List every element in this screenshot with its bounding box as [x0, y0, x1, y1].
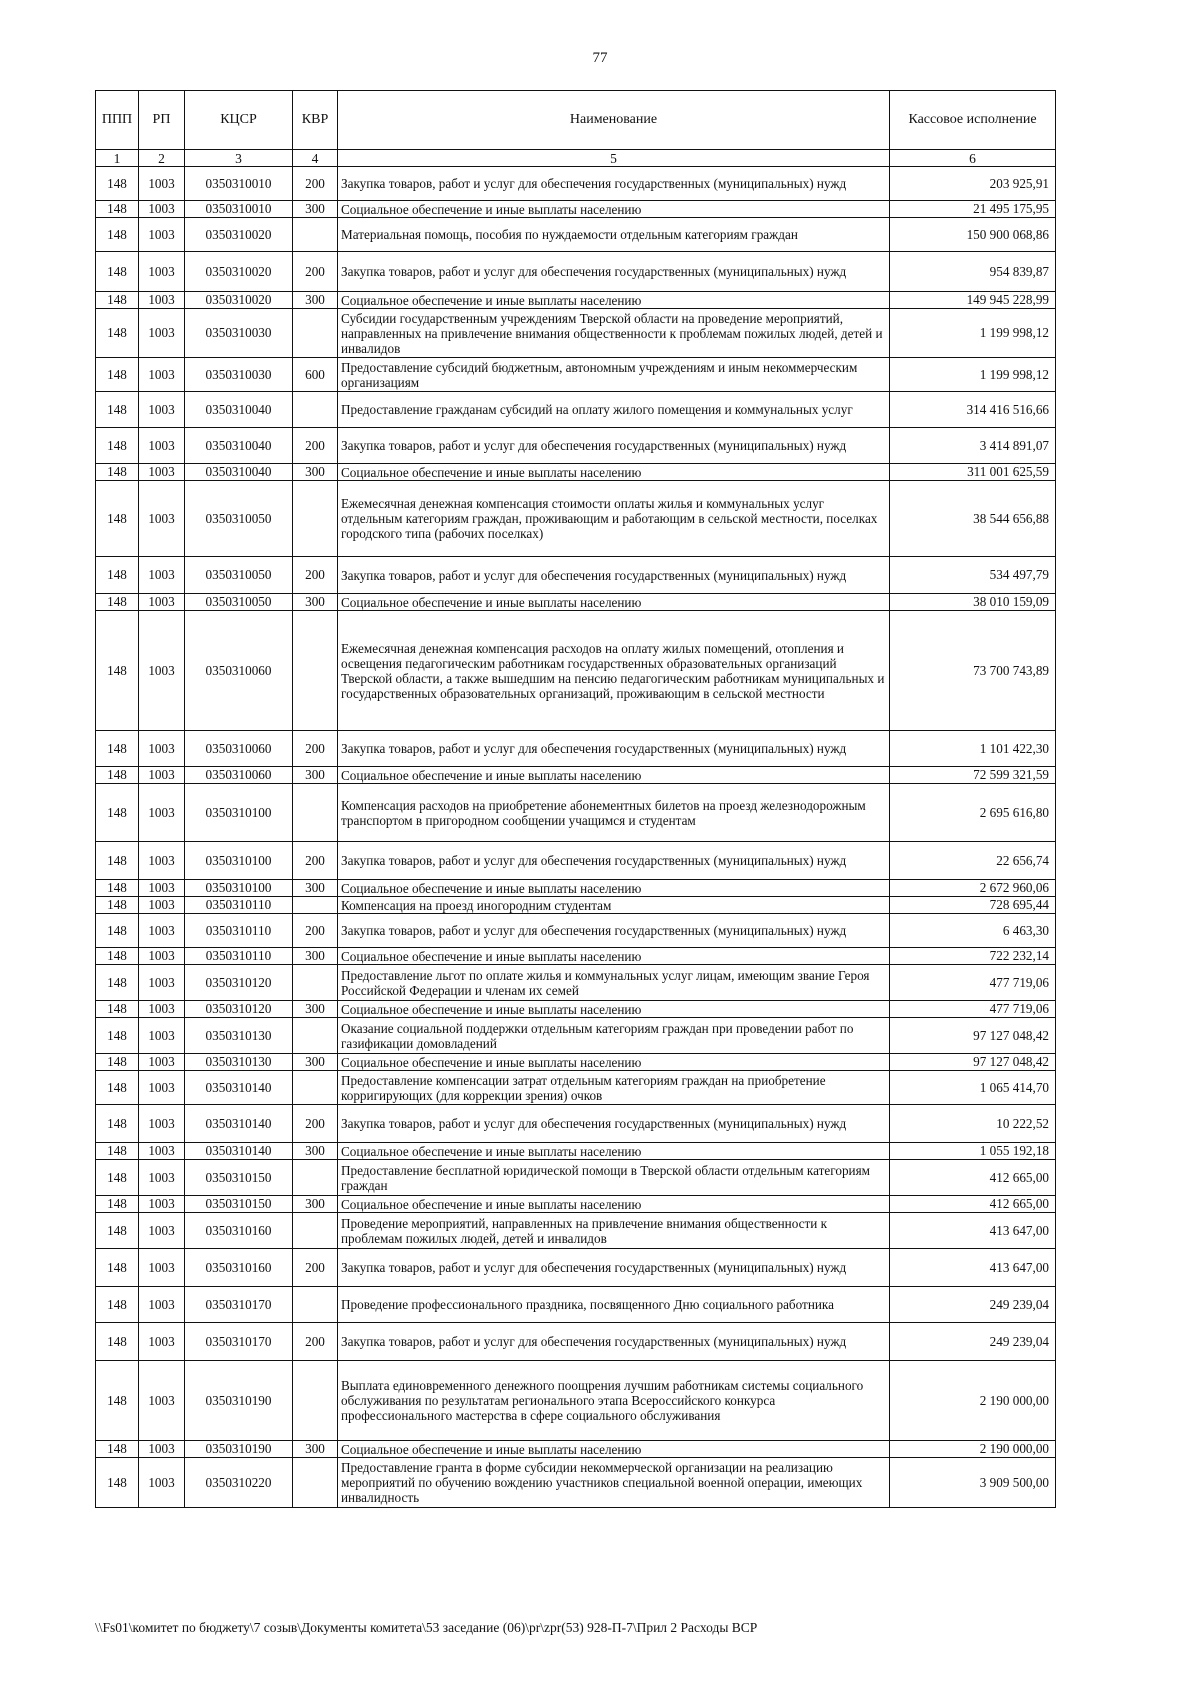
- cell-amount: 728 695,44: [890, 897, 1056, 914]
- header-kvr: КВР: [293, 91, 338, 150]
- cell-kvr: 300: [293, 1196, 338, 1213]
- cell-amount: 21 495 175,95: [890, 201, 1056, 218]
- cell-rp: 1003: [139, 914, 185, 948]
- cell-kcsr: 0350310040: [185, 392, 293, 428]
- cell-amount: 311 001 625,59: [890, 464, 1056, 481]
- table-body: [96, 167, 1056, 1508]
- table-row: [96, 897, 1056, 914]
- cell-ppp: 148: [96, 481, 139, 557]
- cell-kcsr: 0350310010: [185, 201, 293, 218]
- cell-ppp: 148: [96, 1249, 139, 1287]
- cell-rp: 1003: [139, 1249, 185, 1287]
- cell-rp: 1003: [139, 218, 185, 252]
- cell-ppp: 148: [96, 292, 139, 309]
- cell-kcsr: 0350310020: [185, 218, 293, 252]
- cell-name: Материальная помощь, пособия по нуждаемости отдельным категориям граждан: [338, 218, 890, 252]
- cell-ppp: 148: [96, 1160, 139, 1196]
- header-amount: Кассовое исполнение: [890, 91, 1056, 150]
- table-row: [96, 948, 1056, 965]
- cell-rp: 1003: [139, 201, 185, 218]
- cell-name: Предоставление гранта в форме субсидии некоммерческой организации на реализацию мероприятий по обучению вождению участников специальной военной операции, имеющих инвалидность: [338, 1458, 890, 1508]
- cell-kcsr: 0350310110: [185, 948, 293, 965]
- cell-rp: 1003: [139, 965, 185, 1001]
- cell-kcsr: 0350310040: [185, 464, 293, 481]
- cell-kcsr: 0350310190: [185, 1441, 293, 1458]
- table-row: [96, 1001, 1056, 1018]
- cell-name: Предоставление льгот по оплате жилья и коммунальных услуг лицам, имеющим звание Героя Российской Федерации и членам их семей: [338, 965, 890, 1001]
- cell-kvr: [293, 1213, 338, 1249]
- cell-name: Закупка товаров, работ и услуг для обеспечения государственных (муниципальных) нужд: [338, 1323, 890, 1361]
- cell-amount: 2 672 960,06: [890, 880, 1056, 897]
- cell-amount: 22 656,74: [890, 842, 1056, 880]
- cell-kcsr: 0350310140: [185, 1071, 293, 1105]
- cell-name: Предоставление бесплатной юридической помощи в Тверской области отдельным категориям граждан: [338, 1160, 890, 1196]
- cell-rp: 1003: [139, 1160, 185, 1196]
- cell-ppp: 148: [96, 1361, 139, 1441]
- cell-ppp: 148: [96, 965, 139, 1001]
- cell-kcsr: 0350310100: [185, 880, 293, 897]
- table-row: [96, 1458, 1056, 1508]
- cell-ppp: 148: [96, 1196, 139, 1213]
- cell-name: Предоставление гражданам субсидий на оплату жилого помещения и коммунальных услуг: [338, 392, 890, 428]
- cell-kvr: 300: [293, 1054, 338, 1071]
- cell-amount: 1 101 422,30: [890, 731, 1056, 767]
- cell-kcsr: 0350310060: [185, 767, 293, 784]
- cell-name: Социальное обеспечение и иные выплаты населению: [338, 464, 890, 481]
- cell-amount: 1 199 998,12: [890, 358, 1056, 392]
- cell-kvr: 300: [293, 464, 338, 481]
- cell-rp: 1003: [139, 1287, 185, 1323]
- cell-kcsr: 0350310150: [185, 1196, 293, 1213]
- cell-ppp: 148: [96, 1287, 139, 1323]
- cell-ppp: 148: [96, 1441, 139, 1458]
- cell-ppp: 148: [96, 880, 139, 897]
- cell-rp: 1003: [139, 1196, 185, 1213]
- cell-name: Социальное обеспечение и иные выплаты населению: [338, 594, 890, 611]
- cell-rp: 1003: [139, 358, 185, 392]
- cell-kcsr: 0350310170: [185, 1323, 293, 1361]
- cell-kvr: [293, 392, 338, 428]
- table-row: [96, 428, 1056, 464]
- cell-name: Закупка товаров, работ и услуг для обеспечения государственных (муниципальных) нужд: [338, 731, 890, 767]
- cell-kvr: [293, 1071, 338, 1105]
- cell-name: Проведение мероприятий, направленных на привлечение внимания общественности к проблемам пожилых людей, детей и инвалидов: [338, 1213, 890, 1249]
- cell-name: Социальное обеспечение и иные выплаты населению: [338, 767, 890, 784]
- cell-kvr: 300: [293, 767, 338, 784]
- table-row: [96, 309, 1056, 358]
- header-kcsr: КЦСР: [185, 91, 293, 150]
- cell-rp: 1003: [139, 1458, 185, 1508]
- table-row: [96, 1160, 1056, 1196]
- table-row: [96, 767, 1056, 784]
- cell-kcsr: 0350310060: [185, 731, 293, 767]
- cell-name: Социальное обеспечение и иные выплаты населению: [338, 1054, 890, 1071]
- cell-name: Закупка товаров, работ и услуг для обеспечения государственных (муниципальных) нужд: [338, 557, 890, 594]
- cell-amount: 954 839,87: [890, 252, 1056, 292]
- column-number: 4: [293, 150, 338, 167]
- cell-amount: 1 055 192,18: [890, 1143, 1056, 1160]
- cell-kcsr: 0350310140: [185, 1105, 293, 1143]
- cell-amount: 412 665,00: [890, 1160, 1056, 1196]
- cell-kvr: 300: [293, 880, 338, 897]
- cell-rp: 1003: [139, 731, 185, 767]
- cell-rp: 1003: [139, 948, 185, 965]
- table-row: [96, 1196, 1056, 1213]
- cell-kcsr: 0350310120: [185, 965, 293, 1001]
- cell-ppp: 148: [96, 1018, 139, 1054]
- cell-rp: 1003: [139, 784, 185, 842]
- cell-amount: 412 665,00: [890, 1196, 1056, 1213]
- cell-ppp: 148: [96, 1213, 139, 1249]
- cell-kcsr: 0350310150: [185, 1160, 293, 1196]
- cell-amount: 6 463,30: [890, 914, 1056, 948]
- cell-rp: 1003: [139, 464, 185, 481]
- cell-kvr: [293, 309, 338, 358]
- cell-ppp: 148: [96, 1105, 139, 1143]
- cell-rp: 1003: [139, 897, 185, 914]
- cell-ppp: 148: [96, 731, 139, 767]
- table-row: [96, 1361, 1056, 1441]
- cell-kcsr: 0350310020: [185, 292, 293, 309]
- cell-ppp: 148: [96, 1071, 139, 1105]
- cell-amount: 10 222,52: [890, 1105, 1056, 1143]
- cell-rp: 1003: [139, 611, 185, 731]
- table-row: [96, 1054, 1056, 1071]
- cell-rp: 1003: [139, 1001, 185, 1018]
- cell-ppp: 148: [96, 611, 139, 731]
- cell-name: Субсидии государственным учреждениям Тверской области на проведение мероприятий, направленных на привлечение внимания общественности к проблемам пожилых людей, детей и инвалидов: [338, 309, 890, 358]
- cell-kcsr: 0350310110: [185, 897, 293, 914]
- cell-amount: 38 010 159,09: [890, 594, 1056, 611]
- cell-name: Социальное обеспечение и иные выплаты населению: [338, 1001, 890, 1018]
- cell-rp: 1003: [139, 880, 185, 897]
- cell-ppp: 148: [96, 557, 139, 594]
- cell-kcsr: 0350310110: [185, 914, 293, 948]
- cell-ppp: 148: [96, 1323, 139, 1361]
- cell-ppp: 148: [96, 948, 139, 965]
- cell-rp: 1003: [139, 1071, 185, 1105]
- table-row: [96, 914, 1056, 948]
- cell-kvr: 300: [293, 1143, 338, 1160]
- cell-kvr: [293, 897, 338, 914]
- cell-kvr: [293, 481, 338, 557]
- cell-amount: 1 199 998,12: [890, 309, 1056, 358]
- cell-name: Закупка товаров, работ и услуг для обеспечения государственных (муниципальных) нужд: [338, 1105, 890, 1143]
- cell-kcsr: 0350310030: [185, 358, 293, 392]
- cell-kvr: [293, 1287, 338, 1323]
- cell-amount: 413 647,00: [890, 1249, 1056, 1287]
- cell-amount: 72 599 321,59: [890, 767, 1056, 784]
- table-row: [96, 167, 1056, 201]
- cell-amount: 150 900 068,86: [890, 218, 1056, 252]
- cell-ppp: 148: [96, 1458, 139, 1508]
- cell-kvr: 200: [293, 1249, 338, 1287]
- table-row: [96, 481, 1056, 557]
- cell-ppp: 148: [96, 309, 139, 358]
- cell-name: Закупка товаров, работ и услуг для обеспечения государственных (муниципальных) нужд: [338, 1249, 890, 1287]
- page-number: 77: [592, 50, 608, 66]
- cell-name: Компенсация расходов на приобретение абонементных билетов на проезд железнодорожным транспортом в пригородном сообщении учащимся и студентам: [338, 784, 890, 842]
- cell-rp: 1003: [139, 252, 185, 292]
- cell-kcsr: 0350310050: [185, 481, 293, 557]
- cell-kvr: [293, 1458, 338, 1508]
- cell-rp: 1003: [139, 1213, 185, 1249]
- cell-name: Ежемесячная денежная компенсация расходов на оплату жилых помещений, отопления и освещения педагогическим работникам государственных образовательных организаций Тверской области, а также вышедшим на пенсию педагогическим работникам муниципальных и государственных образовательных организаций, проживающим в сельской местности: [338, 611, 890, 731]
- table-row: [96, 557, 1056, 594]
- cell-name: Социальное обеспечение и иные выплаты населению: [338, 292, 890, 309]
- cell-kvr: 200: [293, 1323, 338, 1361]
- header-rp: РП: [139, 91, 185, 150]
- cell-amount: 249 239,04: [890, 1323, 1056, 1361]
- cell-amount: 97 127 048,42: [890, 1018, 1056, 1054]
- cell-kvr: 200: [293, 914, 338, 948]
- cell-name: Закупка товаров, работ и услуг для обеспечения государственных (муниципальных) нужд: [338, 842, 890, 880]
- cell-ppp: 148: [96, 914, 139, 948]
- cell-amount: 73 700 743,89: [890, 611, 1056, 731]
- cell-kcsr: 0350310040: [185, 428, 293, 464]
- table-row: [96, 842, 1056, 880]
- cell-rp: 1003: [139, 1054, 185, 1071]
- table-row: [96, 1249, 1056, 1287]
- cell-kcsr: 0350310130: [185, 1054, 293, 1071]
- column-number: 6: [890, 150, 1056, 167]
- cell-ppp: 148: [96, 358, 139, 392]
- cell-kcsr: 0350310220: [185, 1458, 293, 1508]
- cell-name: Закупка товаров, работ и услуг для обеспечения государственных (муниципальных) нужд: [338, 428, 890, 464]
- column-number-row: [96, 150, 1056, 167]
- cell-kvr: [293, 1018, 338, 1054]
- table-row: [96, 392, 1056, 428]
- cell-kvr: 200: [293, 731, 338, 767]
- cell-kvr: 200: [293, 428, 338, 464]
- table-row: [96, 1018, 1056, 1054]
- cell-amount: 249 239,04: [890, 1287, 1056, 1323]
- cell-kvr: 300: [293, 948, 338, 965]
- cell-amount: 97 127 048,42: [890, 1054, 1056, 1071]
- cell-amount: 722 232,14: [890, 948, 1056, 965]
- cell-rp: 1003: [139, 1105, 185, 1143]
- cell-kcsr: 0350310030: [185, 309, 293, 358]
- cell-rp: 1003: [139, 1018, 185, 1054]
- cell-amount: 149 945 228,99: [890, 292, 1056, 309]
- cell-kvr: 600: [293, 358, 338, 392]
- cell-ppp: 148: [96, 252, 139, 292]
- cell-kvr: 300: [293, 594, 338, 611]
- table-row: [96, 731, 1056, 767]
- cell-amount: 477 719,06: [890, 1001, 1056, 1018]
- cell-kcsr: 0350310050: [185, 557, 293, 594]
- table-row: [96, 1441, 1056, 1458]
- cell-name: Предоставление компенсации затрат отдельным категориям граждан на приобретение корригирующих (для коррекции зрения) очков: [338, 1071, 890, 1105]
- cell-rp: 1003: [139, 1441, 185, 1458]
- table-row: [96, 965, 1056, 1001]
- table-row: [96, 1323, 1056, 1361]
- cell-kvr: 300: [293, 1001, 338, 1018]
- cell-kvr: 300: [293, 1441, 338, 1458]
- cell-rp: 1003: [139, 428, 185, 464]
- budget-table: [95, 90, 1056, 1508]
- header-row: [96, 91, 1056, 150]
- cell-kcsr: 0350310160: [185, 1249, 293, 1287]
- cell-name: Социальное обеспечение и иные выплаты населению: [338, 880, 890, 897]
- cell-name: Оказание социальной поддержки отдельным категориям граждан при проведении работ по газификации домовладений: [338, 1018, 890, 1054]
- cell-amount: 38 544 656,88: [890, 481, 1056, 557]
- cell-kvr: 300: [293, 292, 338, 309]
- cell-amount: 2 190 000,00: [890, 1361, 1056, 1441]
- cell-amount: 413 647,00: [890, 1213, 1056, 1249]
- table-row: [96, 611, 1056, 731]
- column-number: 2: [139, 150, 185, 167]
- cell-ppp: 148: [96, 218, 139, 252]
- column-number: 5: [338, 150, 890, 167]
- table-row: [96, 252, 1056, 292]
- cell-rp: 1003: [139, 167, 185, 201]
- cell-ppp: 148: [96, 842, 139, 880]
- cell-rp: 1003: [139, 1143, 185, 1160]
- cell-kcsr: 0350310120: [185, 1001, 293, 1018]
- cell-kvr: 200: [293, 557, 338, 594]
- cell-rp: 1003: [139, 481, 185, 557]
- cell-kvr: 200: [293, 1105, 338, 1143]
- cell-amount: 2 190 000,00: [890, 1441, 1056, 1458]
- table-row: [96, 1071, 1056, 1105]
- cell-name: Закупка товаров, работ и услуг для обеспечения государственных (муниципальных) нужд: [338, 914, 890, 948]
- cell-name: Закупка товаров, работ и услуг для обеспечения государственных (муниципальных) нужд: [338, 167, 890, 201]
- cell-amount: 1 065 414,70: [890, 1071, 1056, 1105]
- cell-name: Социальное обеспечение и иные выплаты населению: [338, 1196, 890, 1213]
- cell-kcsr: 0350310010: [185, 167, 293, 201]
- cell-amount: 314 416 516,66: [890, 392, 1056, 428]
- cell-amount: 3 414 891,07: [890, 428, 1056, 464]
- cell-kcsr: 0350310020: [185, 252, 293, 292]
- cell-ppp: 148: [96, 201, 139, 218]
- table-row: [96, 880, 1056, 897]
- cell-rp: 1003: [139, 594, 185, 611]
- table-row: [96, 784, 1056, 842]
- cell-amount: 477 719,06: [890, 965, 1056, 1001]
- cell-kcsr: 0350310130: [185, 1018, 293, 1054]
- cell-kvr: 200: [293, 167, 338, 201]
- cell-name: Социальное обеспечение и иные выплаты населению: [338, 1143, 890, 1160]
- column-number: 3: [185, 150, 293, 167]
- table-row: [96, 358, 1056, 392]
- cell-kvr: [293, 784, 338, 842]
- cell-rp: 1003: [139, 292, 185, 309]
- cell-kvr: 200: [293, 842, 338, 880]
- cell-amount: 534 497,79: [890, 557, 1056, 594]
- cell-ppp: 148: [96, 1143, 139, 1160]
- cell-amount: 2 695 616,80: [890, 784, 1056, 842]
- cell-rp: 1003: [139, 1323, 185, 1361]
- cell-ppp: 148: [96, 784, 139, 842]
- cell-amount: 203 925,91: [890, 167, 1056, 201]
- cell-kcsr: 0350310100: [185, 784, 293, 842]
- cell-name: Социальное обеспечение и иные выплаты населению: [338, 201, 890, 218]
- table-row: [96, 201, 1056, 218]
- table-row: [96, 464, 1056, 481]
- cell-rp: 1003: [139, 392, 185, 428]
- cell-name: Компенсация на проезд иногородним студентам: [338, 897, 890, 914]
- cell-name: Социальное обеспечение и иные выплаты населению: [338, 1441, 890, 1458]
- cell-kvr: 200: [293, 252, 338, 292]
- cell-kvr: [293, 218, 338, 252]
- table-row: [96, 1105, 1056, 1143]
- cell-kcsr: 0350310170: [185, 1287, 293, 1323]
- cell-kcsr: 0350310160: [185, 1213, 293, 1249]
- cell-kvr: [293, 1160, 338, 1196]
- cell-kcsr: 0350310050: [185, 594, 293, 611]
- cell-kcsr: 0350310100: [185, 842, 293, 880]
- table-row: [96, 594, 1056, 611]
- cell-rp: 1003: [139, 557, 185, 594]
- cell-kvr: [293, 1361, 338, 1441]
- cell-ppp: 148: [96, 594, 139, 611]
- cell-name: Ежемесячная денежная компенсация стоимости оплаты жилья и коммунальных услуг отдельным категориям граждан, проживающим и работающим в сельской местности, поселках городского типа (рабочих поселках): [338, 481, 890, 557]
- table-row: [96, 1143, 1056, 1160]
- cell-kcsr: 0350310190: [185, 1361, 293, 1441]
- cell-amount: 3 909 500,00: [890, 1458, 1056, 1508]
- cell-name: Предоставление субсидий бюджетным, автономным учреждениям и иным некоммерческим организациям: [338, 358, 890, 392]
- cell-rp: 1003: [139, 767, 185, 784]
- cell-name: Проведение профессионального праздника, посвященного Дню социального работника: [338, 1287, 890, 1323]
- cell-rp: 1003: [139, 1361, 185, 1441]
- table-row: [96, 1287, 1056, 1323]
- cell-ppp: 148: [96, 767, 139, 784]
- cell-ppp: 148: [96, 897, 139, 914]
- cell-name: Социальное обеспечение и иные выплаты населению: [338, 948, 890, 965]
- cell-ppp: 148: [96, 167, 139, 201]
- footer-file-path: \\Fs01\комитет по бюджету\7 созыв\Документы комитета\53 заседание (06)\pr\zpr(53) 928-П-7\Прил 2 Расходы ВСР: [95, 1620, 758, 1635]
- cell-ppp: 148: [96, 464, 139, 481]
- cell-rp: 1003: [139, 842, 185, 880]
- cell-rp: 1003: [139, 309, 185, 358]
- table-row: [96, 1213, 1056, 1249]
- header-name: Наименование: [338, 91, 890, 150]
- cell-kcsr: 0350310140: [185, 1143, 293, 1160]
- cell-ppp: 148: [96, 392, 139, 428]
- cell-ppp: 148: [96, 1001, 139, 1018]
- table-row: [96, 292, 1056, 309]
- header-ppp: ППП: [96, 91, 139, 150]
- cell-ppp: 148: [96, 428, 139, 464]
- cell-ppp: 148: [96, 1054, 139, 1071]
- cell-kvr: [293, 611, 338, 731]
- column-number: 1: [96, 150, 139, 167]
- cell-kcsr: 0350310060: [185, 611, 293, 731]
- cell-kvr: 300: [293, 201, 338, 218]
- cell-kvr: [293, 965, 338, 1001]
- cell-name: Закупка товаров, работ и услуг для обеспечения государственных (муниципальных) нужд: [338, 252, 890, 292]
- table-row: [96, 218, 1056, 252]
- cell-name: Выплата единовременного денежного поощрения лучшим работникам системы социального обслуживания по результатам регионального этапа Всероссийского конкурса профессионального мастерства в сфере социального обслуживания: [338, 1361, 890, 1441]
